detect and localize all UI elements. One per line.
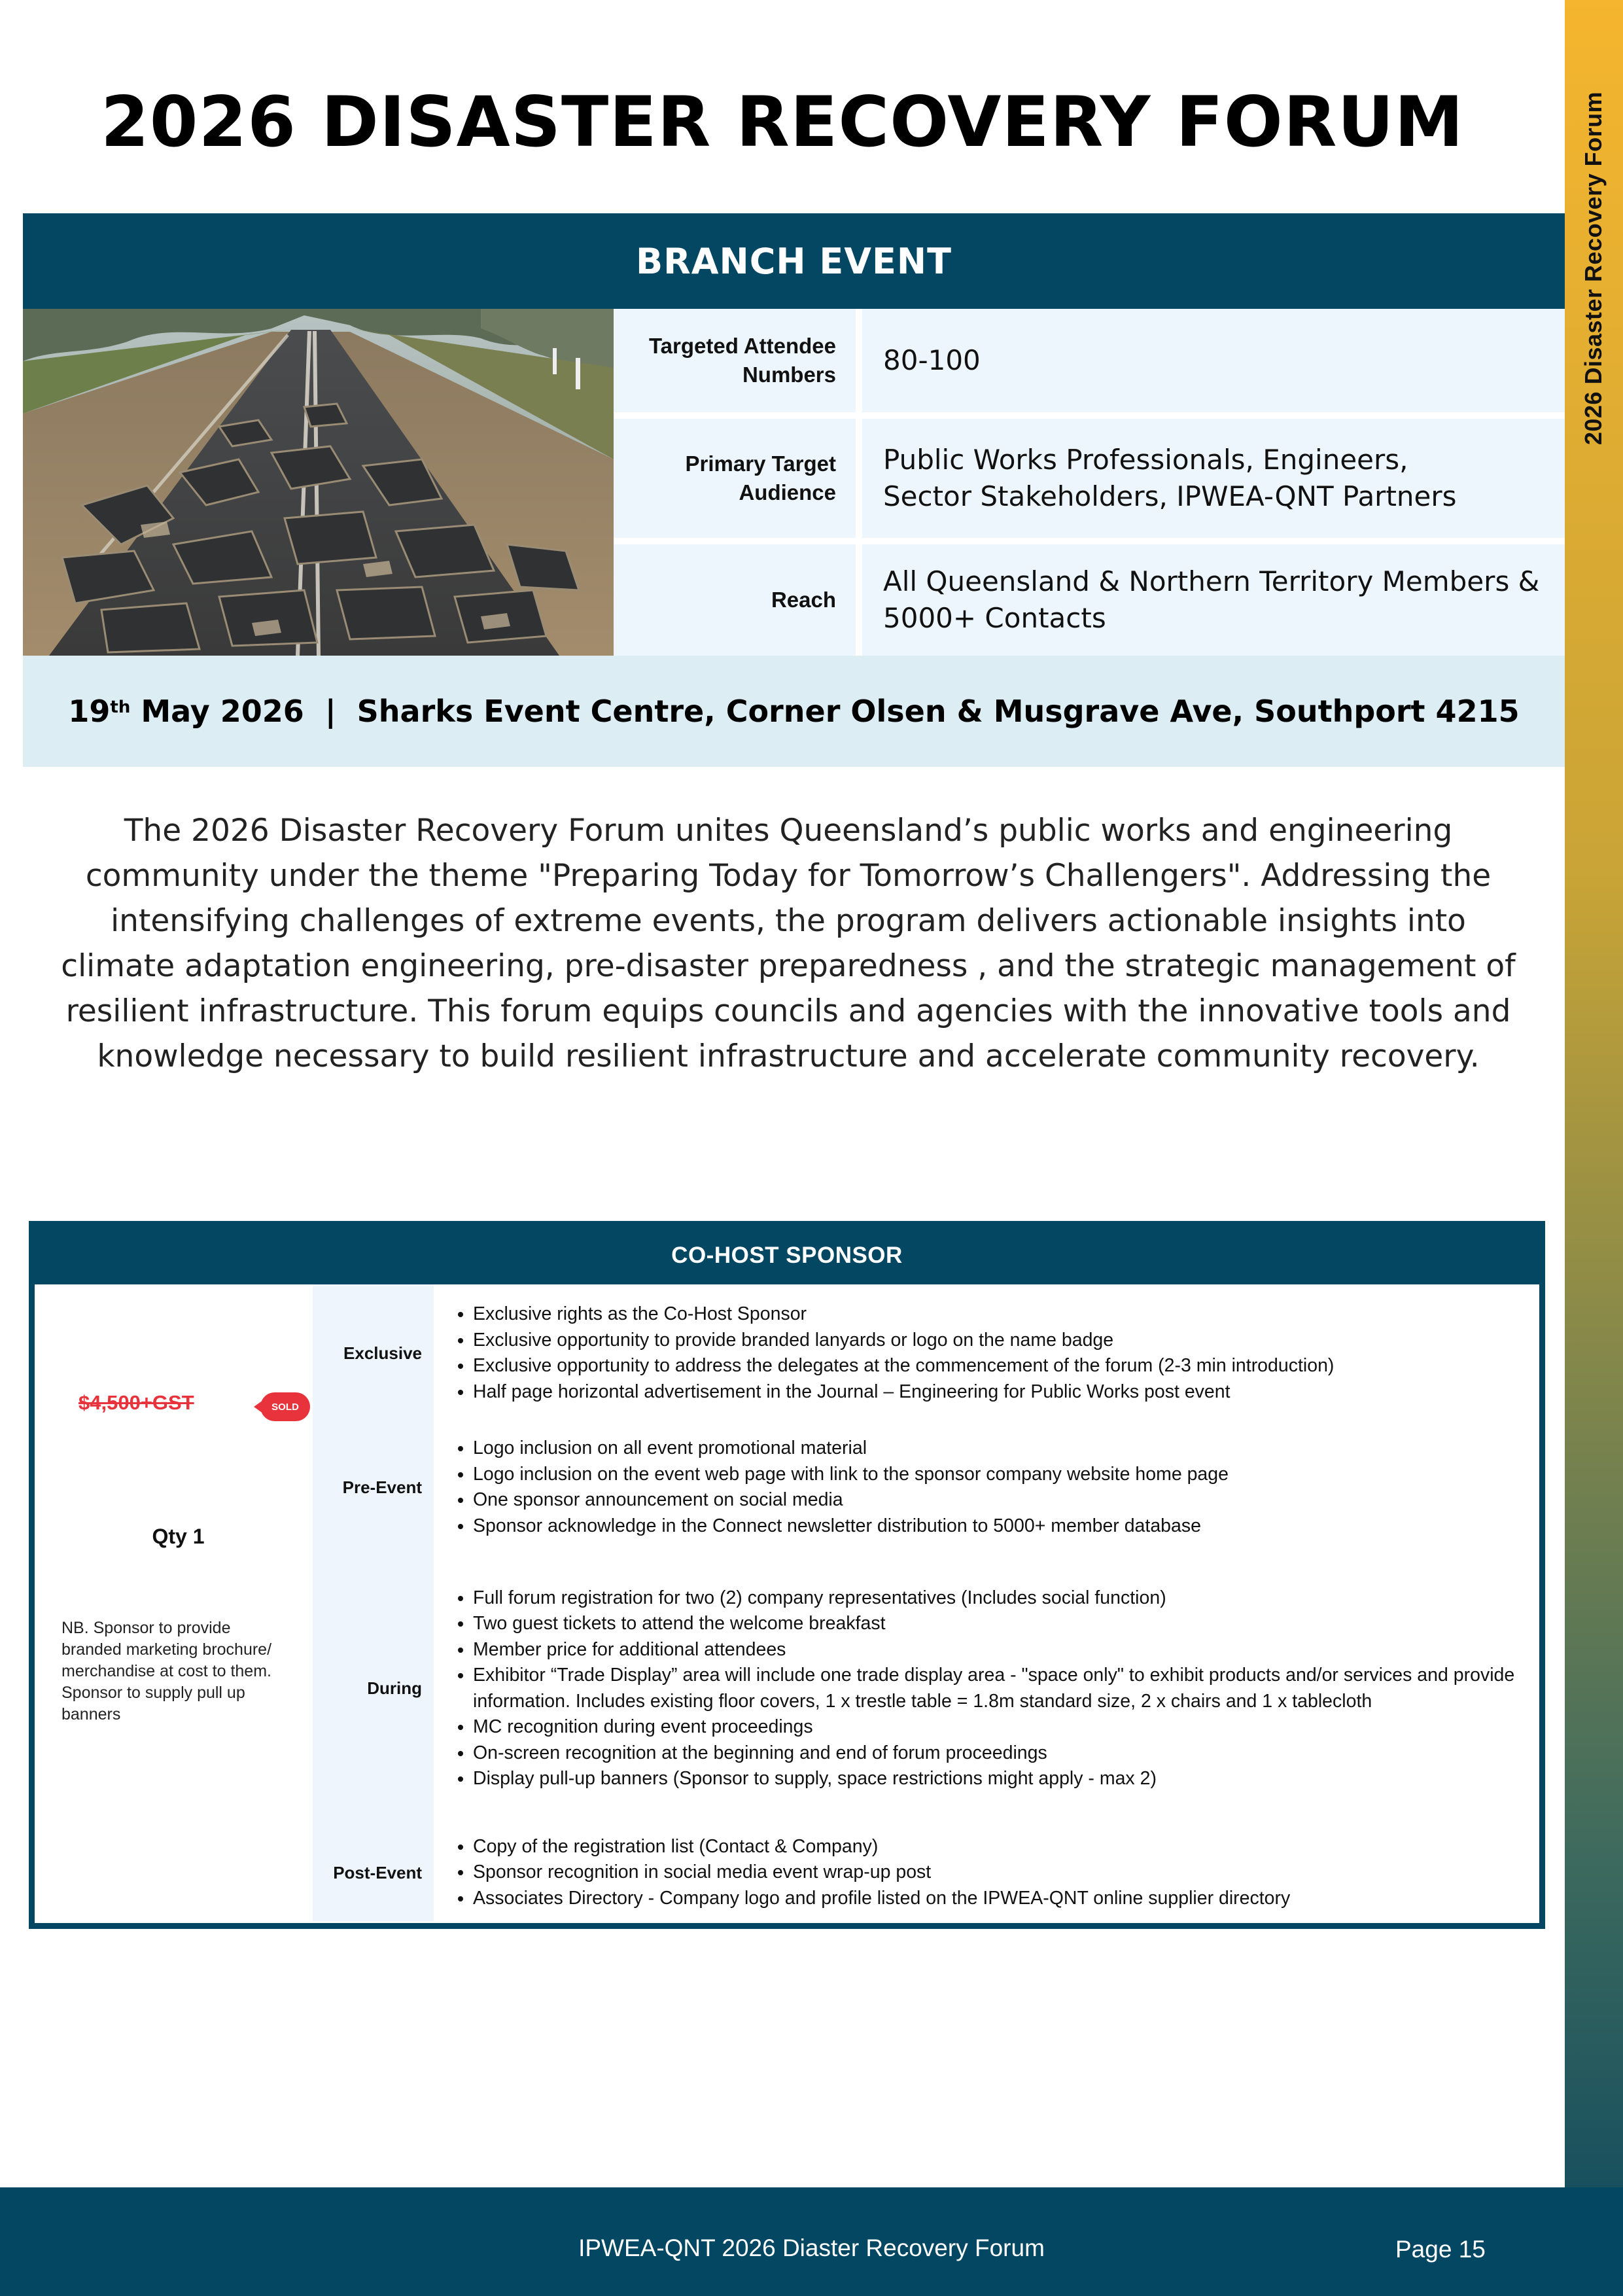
benefit-item: • Member price for additional attendees [473, 1637, 1539, 1663]
benefit-item: • Logo inclusion on the event web page with link to the sponsor company website home page [473, 1462, 1229, 1488]
category-items [434, 1422, 1539, 1553]
benefit-list [453, 1834, 1290, 1912]
branch-event-banner [23, 213, 1565, 309]
benefit-item: • Display pull-up banners (Sponsor to supply, space restrictions might apply - max 2) [473, 1766, 1539, 1792]
sponsor-price: $4,500+GST [79, 1391, 194, 1414]
category-items [434, 1824, 1539, 1921]
category-row-pre-event [313, 1422, 1539, 1553]
benefit-item: • Exclusive opportunity to provide branded lanyards or logo on the name badge [473, 1328, 1334, 1354]
benefit-item: • Full forum registration for two (2) company representatives (Includes social function) [473, 1585, 1539, 1612]
branch-event-label: BRANCH EVENT [636, 240, 952, 282]
info-label: Primary Target Audience [614, 419, 862, 538]
info-value [862, 309, 1565, 412]
benefit-item: • Exhibitor “Trade Display” area will include one trade display area - "space only" to exhibit products and/or services and provide information. Includes existing floor covers, 1 x trestle table = 1.8m standard size, 2 x chairs and 1 x tablecloth [473, 1663, 1539, 1714]
benefit-item: • Exclusive opportunity to address the delegates at the commencement of the forum (2-3 min introduction) [473, 1353, 1334, 1379]
benefit-item: • Associates Directory - Company logo and profile listed on the IPWEA-QNT online supplier directory [473, 1886, 1290, 1912]
info-row-reach [614, 544, 1565, 656]
benefit-item: • Logo inclusion on all event promotional material [473, 1436, 1229, 1462]
info-row-attendees [614, 309, 1565, 412]
sold-badge: SOLD [260, 1392, 310, 1421]
benefit-list [453, 1436, 1229, 1539]
category-label: Exclusive [313, 1284, 434, 1422]
info-value-text: Public Works Professionals, Engineers, Sector Stakeholders, IPWEA-QNT Partners [883, 444, 1457, 512]
category-label: During [313, 1553, 434, 1824]
benefit-item: • Exclusive rights as the Co-Host Sponsor [473, 1301, 1334, 1328]
benefit-item: • On-screen recognition at the beginning and end of forum proceedings [473, 1740, 1539, 1767]
info-value-text: All Queensland & Northern Territory Members & 5000+ Contacts [883, 565, 1540, 634]
intro-paragraph: The 2026 Disaster Recovery Forum unites Queensland’s public works and engineering community under the theme "Preparing Today for Tomorrow’s Challengers". Addressing the intensifying challenges of extreme events, the program delivers actionable insights into climate adaptation engineering, pre-disaster preparedness , and the strategic management of resilient infrastructure. This forum equips councils and agencies with the innovative tools and knowledge necessary to build resilient infrastructure and accelerate community recovery. [61, 813, 1516, 1074]
benefit-item: • MC recognition during event proceedings [473, 1714, 1539, 1740]
benefit-item: • Sponsor acknowledge in the Connect newsletter distribution to 5000+ member database [473, 1513, 1229, 1540]
damaged-road-photo [23, 309, 614, 656]
category-items [434, 1284, 1539, 1422]
info-value-text: 80-100 [883, 344, 981, 376]
footer-title: IPWEA-QNT 2026 Diaster Recovery Forum [578, 2234, 1045, 2261]
page-footer [0, 2187, 1623, 2296]
info-label: Reach [614, 544, 862, 656]
category-row-exclusive [313, 1284, 1539, 1422]
sponsor-qty: Qty 1 [152, 1525, 205, 1548]
event-date-venue: May 2026 | Sharks Event Centre, Corner Olsen & Musgrave Ave, Southport 4215 [130, 694, 1520, 729]
page-title: 2026 DISASTER RECOVERY FORUM [100, 82, 1465, 162]
info-row-audience [614, 419, 1565, 538]
category-row-post-event [313, 1824, 1539, 1921]
event-day: 19 [68, 694, 111, 729]
info-value [862, 419, 1565, 538]
info-label: Targeted Attendee Numbers [614, 309, 862, 412]
category-items [434, 1553, 1539, 1824]
category-label: Post-Event [313, 1824, 434, 1921]
info-value [862, 544, 1565, 656]
side-title: 2026 Disaster Recovery Forum [1580, 91, 1607, 446]
row-divider [614, 538, 1565, 544]
benefit-item: • Half page horizontal advertisement in the Journal – Engineering for Public Works post event [473, 1379, 1334, 1405]
category-row-during [313, 1553, 1539, 1824]
benefit-list [453, 1301, 1334, 1405]
benefit-item: • One sponsor announcement on social media [473, 1487, 1229, 1513]
row-divider [614, 412, 1565, 419]
benefit-item: • Sponsor recognition in social media event wrap-up post [473, 1860, 1290, 1886]
event-day-suffix: th [110, 698, 131, 717]
sponsor-heading: CO-HOST SPONSOR [35, 1227, 1539, 1284]
benefit-item: • Copy of the registration list (Contact & Company) [473, 1834, 1290, 1860]
category-label: Pre-Event [313, 1422, 434, 1553]
date-venue-bar [23, 656, 1565, 767]
page-number: Page 15 [1395, 2236, 1486, 2263]
benefit-item: • Two guest tickets to attend the welcome breakfast [473, 1611, 1539, 1637]
sponsor-note: NB. Sponsor to provide branded marketing brochure/ merchandise at cost to them. Sponsor to supply pull up banners [61, 1619, 272, 1723]
benefit-list [453, 1585, 1539, 1792]
